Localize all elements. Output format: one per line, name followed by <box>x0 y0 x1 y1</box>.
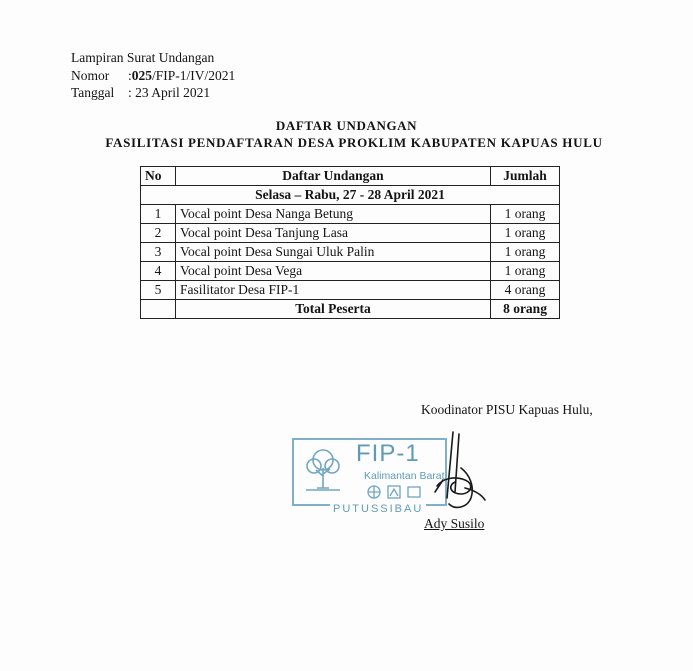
total-empty-cell <box>141 300 176 319</box>
attachment-label: Lampiran Surat Undangan <box>71 50 215 65</box>
number-suffix: /FIP-1/IV/2021 <box>152 67 236 83</box>
row-count: 1 orang <box>491 205 560 224</box>
total-row <box>141 300 560 319</box>
row-no: 2 <box>141 224 176 243</box>
row-invitee: Vocal point Desa Vega <box>176 262 491 281</box>
stamp-logos-icon <box>366 484 426 500</box>
row-invitee: Fasilitator Desa FIP-1 <box>176 281 491 300</box>
row-count: 1 orang <box>491 243 560 262</box>
table-row <box>141 205 560 224</box>
row-invitee: Vocal point Desa Tanjung Lasa <box>176 224 491 243</box>
table-header-row <box>141 167 560 186</box>
table-row <box>141 224 560 243</box>
period-cell: Selasa – Rabu, 27 - 28 April 2021 <box>141 186 560 205</box>
tree-icon <box>302 446 344 492</box>
stamp-city: PUTUSSIBAU <box>330 503 426 515</box>
organization-stamp <box>292 438 447 506</box>
invitation-table <box>140 166 560 319</box>
number-line <box>71 67 235 85</box>
row-no: 4 <box>141 262 176 281</box>
row-count: 1 orang <box>491 224 560 243</box>
row-no: 5 <box>141 281 176 300</box>
title-line-2: FASILITASI PENDAFTARAN DESA PROKLIM KABUPATEN KAPUAS HULU <box>105 135 603 150</box>
attachment-line <box>71 49 235 67</box>
letter-header <box>71 49 235 102</box>
row-no: 3 <box>141 243 176 262</box>
total-value: 8 orang <box>491 300 560 319</box>
row-invitee: Vocal point Desa Nanga Betung <box>176 205 491 224</box>
row-count: 4 orang <box>491 281 560 300</box>
date-line <box>71 84 235 102</box>
period-row <box>141 186 560 205</box>
table-row <box>141 281 560 300</box>
number-value <box>128 67 235 85</box>
header-no: No <box>141 167 176 186</box>
date-label: Tanggal <box>71 85 115 100</box>
row-count: 1 orang <box>491 262 560 281</box>
row-no: 1 <box>141 205 176 224</box>
header-invitees: Daftar Undangan <box>176 167 491 186</box>
title-line-1: DAFTAR UNDANGAN <box>275 118 418 133</box>
table-row <box>141 262 560 281</box>
number-label: Nomor <box>71 67 110 83</box>
row-invitee: Vocal point Desa Sungai Uluk Palin <box>176 243 491 262</box>
header-count: Jumlah <box>491 167 560 186</box>
total-label: Total Peserta <box>176 300 491 319</box>
handwritten-signature <box>425 428 495 516</box>
number-colon: : <box>128 67 132 83</box>
signatory-name: Ady Susilo <box>424 516 485 531</box>
date-value: : 23 April 2021 <box>128 85 211 100</box>
signatory-title: Koodinator PISU Kapuas Hulu, <box>421 402 593 417</box>
table-row <box>141 243 560 262</box>
document-title <box>0 117 693 151</box>
letter-number: 025 <box>131 67 153 83</box>
stamp-org-name: FIP-1 <box>356 440 420 467</box>
stamp-region: Kalimantan Barat <box>364 470 445 482</box>
